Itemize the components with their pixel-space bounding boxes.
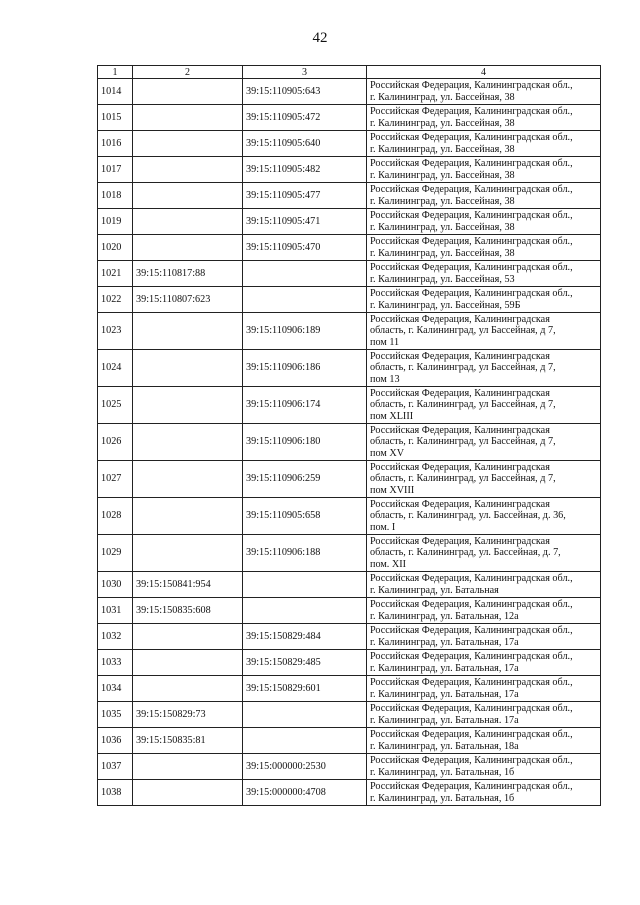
table-row [98, 79, 601, 105]
cadastral-number-land [133, 313, 243, 350]
cadastral-number-object: 39:15:110905:477 [243, 183, 367, 209]
address-line: г. Калининград, ул. Батальная, 1б [370, 792, 515, 804]
address-line: Российская Федерация, Калининградская обл., [370, 755, 573, 767]
address-line: область, г. Калининград, ул Бассейная, д 7, [370, 399, 556, 411]
address-line: пом XLIII [370, 410, 414, 422]
address-line: Российская Федерация, Калининградская обл., [370, 625, 573, 637]
address-line: пом. XII [370, 558, 407, 570]
row-number: 1032 [98, 624, 133, 650]
address-line: пом XV [370, 447, 405, 459]
address-line: Российская Федерация, Калининградская обл., [370, 184, 573, 196]
address-line: Российская Федерация, Калининградская [370, 424, 550, 436]
row-number: 1028 [98, 498, 133, 535]
table-row [98, 235, 601, 261]
address-cell [367, 598, 601, 624]
address-line: Российская Федерация, Калининградская обл., [370, 677, 573, 689]
address-cell [367, 498, 601, 535]
page-number: 42 [312, 30, 328, 46]
table-row [98, 676, 601, 702]
address-line: г. Калининград, ул. Бассейная, 38 [370, 143, 515, 155]
table-row [98, 624, 601, 650]
table-row [98, 780, 601, 806]
address-line: Российская Федерация, Калининградская обл., [370, 729, 573, 741]
cadastral-number-land: 39:15:150835:81 [133, 728, 243, 754]
address-line: Российская Федерация, Калининградская [370, 498, 550, 510]
row-number: 1020 [98, 235, 133, 261]
address-cell [367, 702, 601, 728]
cadastral-number-land [133, 676, 243, 702]
table-row [98, 313, 601, 350]
address-line: г. Калининград, ул. Бассейная, 59Б [370, 299, 521, 311]
cadastral-number-object: 39:15:110906:186 [243, 350, 367, 387]
address-cell [367, 728, 601, 754]
address-cell [367, 572, 601, 598]
row-number: 1025 [98, 387, 133, 424]
row-number: 1035 [98, 702, 133, 728]
row-number: 1016 [98, 131, 133, 157]
address-line: область, г. Калининград, ул Бассейная, д 7, [370, 436, 556, 448]
row-number: 1029 [98, 535, 133, 572]
row-number: 1030 [98, 572, 133, 598]
row-number: 1015 [98, 105, 133, 131]
cadastral-number-land [133, 535, 243, 572]
address-cell [367, 350, 601, 387]
address-line: область, г. Калининград, ул Бассейная, д 7, [370, 473, 556, 485]
address-line: г. Калининград, ул. Батальная, 12а [370, 610, 519, 622]
address-line: г. Калининград, ул. Бассейная, 38 [370, 195, 515, 207]
column-header-4: 4 [367, 66, 601, 79]
cadastral-number-land [133, 624, 243, 650]
table-row [98, 535, 601, 572]
cadastral-number-object [243, 572, 367, 598]
table-row [98, 350, 601, 387]
address-cell [367, 157, 601, 183]
cadastral-number-object [243, 728, 367, 754]
address-cell [367, 624, 601, 650]
cadastral-number-object: 39:15:000000:4708 [243, 780, 367, 806]
header-row [98, 66, 601, 79]
cadastral-number-land [133, 754, 243, 780]
table-row [98, 183, 601, 209]
cadastral-number-object: 39:15:110905:471 [243, 209, 367, 235]
cadastral-number-object: 39:15:150829:601 [243, 676, 367, 702]
registry-table [97, 65, 601, 806]
address-line: Российская Федерация, Калининградская [370, 535, 550, 547]
column-header-3: 3 [243, 66, 367, 79]
row-number: 1024 [98, 350, 133, 387]
column-header-2: 2 [133, 66, 243, 79]
cadastral-number-land [133, 105, 243, 131]
row-number: 1018 [98, 183, 133, 209]
cadastral-number-land [133, 387, 243, 424]
address-cell [367, 780, 601, 806]
row-number: 1038 [98, 780, 133, 806]
table-row [98, 209, 601, 235]
address-cell [367, 261, 601, 287]
address-line: Российская Федерация, Калининградская обл., [370, 158, 573, 170]
address-line: Российская Федерация, Калининградская [370, 387, 550, 399]
table-row [98, 131, 601, 157]
table-row [98, 754, 601, 780]
cadastral-number-object: 39:15:110906:188 [243, 535, 367, 572]
address-line: Российская Федерация, Калининградская обл., [370, 210, 573, 222]
address-line: г. Калининград, ул. Батальная [370, 584, 499, 596]
cadastral-number-land [133, 235, 243, 261]
row-number: 1036 [98, 728, 133, 754]
address-line: пом 13 [370, 373, 400, 385]
address-line: пом XVIII [370, 484, 415, 496]
address-line: Российская Федерация, Калининградская обл., [370, 262, 573, 274]
cadastral-number-object: 39:15:110905:470 [243, 235, 367, 261]
address-line: г. Калининград, ул. Батальная, 17а [370, 662, 519, 674]
cadastral-number-object [243, 261, 367, 287]
address-line: г. Калининград, ул. Батальная. 17а [370, 714, 519, 726]
address-line: Российская Федерация, Калининградская обл., [370, 106, 573, 118]
table-row [98, 498, 601, 535]
row-number: 1026 [98, 424, 133, 461]
address-cell [367, 131, 601, 157]
cadastral-number-object: 39:15:110905:472 [243, 105, 367, 131]
address-line: Российская Федерация, Калининградская обл., [370, 651, 573, 663]
address-line: Российская Федерация, Калининградская обл., [370, 573, 573, 585]
row-number: 1023 [98, 313, 133, 350]
address-cell [367, 287, 601, 313]
cadastral-number-object [243, 702, 367, 728]
cadastral-number-object: 39:15:150829:485 [243, 650, 367, 676]
address-cell [367, 461, 601, 498]
table-row [98, 287, 601, 313]
cadastral-number-land [133, 209, 243, 235]
address-line: г. Калининград, ул. Батальная, 17а [370, 636, 519, 648]
table-body [98, 79, 601, 806]
cadastral-number-object: 39:15:110906:189 [243, 313, 367, 350]
address-line: г. Калининград, ул. Бассейная, 38 [370, 91, 515, 103]
address-line: Российская Федерация, Калининградская обл., [370, 781, 573, 793]
address-line: г. Калининград, ул. Батальная, 18а [370, 740, 519, 752]
cadastral-number-land [133, 131, 243, 157]
cadastral-number-object: 39:15:150829:484 [243, 624, 367, 650]
row-number: 1027 [98, 461, 133, 498]
table-row [98, 461, 601, 498]
address-line: область, г. Калининград, ул Бассейная, д 7, [370, 362, 556, 374]
address-cell [367, 79, 601, 105]
cadastral-number-object: 39:15:110905:482 [243, 157, 367, 183]
cadastral-number-object: 39:15:110906:259 [243, 461, 367, 498]
table-row [98, 261, 601, 287]
address-line: Российская Федерация, Калининградская обл., [370, 703, 573, 715]
address-line: г. Калининград, ул. Бассейная, 38 [370, 117, 515, 129]
address-line: Российская Федерация, Калининградская обл., [370, 132, 573, 144]
address-line: г. Калининград, ул. Бассейная, 38 [370, 247, 515, 259]
row-number: 1037 [98, 754, 133, 780]
address-line: пом. I [370, 521, 396, 533]
row-number: 1019 [98, 209, 133, 235]
row-number: 1033 [98, 650, 133, 676]
address-line: г. Калининград, ул. Бассейная, 38 [370, 221, 515, 233]
cadastral-number-land [133, 424, 243, 461]
table-row [98, 572, 601, 598]
cadastral-number-land [133, 157, 243, 183]
row-number: 1034 [98, 676, 133, 702]
cadastral-number-land: 39:15:110817:88 [133, 261, 243, 287]
table-row [98, 105, 601, 131]
row-number: 1022 [98, 287, 133, 313]
cadastral-number-object: 39:15:000000:2530 [243, 754, 367, 780]
address-cell [367, 676, 601, 702]
cadastral-number-object: 39:15:110905:658 [243, 498, 367, 535]
row-number: 1017 [98, 157, 133, 183]
cadastral-number-land: 39:15:150841:954 [133, 572, 243, 598]
table-row [98, 702, 601, 728]
cadastral-number-object [243, 598, 367, 624]
row-number: 1031 [98, 598, 133, 624]
address-cell [367, 183, 601, 209]
row-number: 1014 [98, 79, 133, 105]
row-number: 1021 [98, 261, 133, 287]
cadastral-number-land: 39:15:110807:623 [133, 287, 243, 313]
address-cell [367, 650, 601, 676]
address-line: Российская Федерация, Калининградская [370, 350, 550, 362]
address-cell [367, 105, 601, 131]
address-line: г. Калининград, ул. Батальная, 17а [370, 688, 519, 700]
table-row [98, 424, 601, 461]
column-header-1: 1 [98, 66, 133, 79]
cadastral-number-object: 39:15:110906:174 [243, 387, 367, 424]
address-line: Российская Федерация, Калининградская обл., [370, 599, 573, 611]
table-row [98, 598, 601, 624]
address-line: Российская Федерация, Калининградская обл., [370, 288, 573, 300]
address-line: г. Калининград, ул. Бассейная, 38 [370, 169, 515, 181]
table-header [98, 66, 601, 79]
address-line: Российская Федерация, Калининградская обл., [370, 80, 573, 92]
cadastral-number-land [133, 498, 243, 535]
cadastral-number-object [243, 287, 367, 313]
cadastral-number-land [133, 183, 243, 209]
address-cell [367, 535, 601, 572]
cadastral-number-object: 39:15:110906:180 [243, 424, 367, 461]
cadastral-number-land: 39:15:150829:73 [133, 702, 243, 728]
address-line: область, г. Калининград, ул. Бассейная, д. 7, [370, 547, 561, 559]
address-line: пом 11 [370, 336, 400, 348]
cadastral-number-land [133, 650, 243, 676]
address-line: Российская Федерация, Калининградская обл., [370, 236, 573, 248]
cadastral-number-object: 39:15:110905:643 [243, 79, 367, 105]
table-row [98, 650, 601, 676]
address-cell [367, 387, 601, 424]
address-line: Российская Федерация, Калининградская [370, 461, 550, 473]
cadastral-number-land [133, 780, 243, 806]
cadastral-number-land [133, 79, 243, 105]
cadastral-number-land [133, 350, 243, 387]
table-row [98, 157, 601, 183]
cadastral-number-land: 39:15:150835:608 [133, 598, 243, 624]
address-cell [367, 313, 601, 350]
address-line: область, г. Калининград, ул. Бассейная, д. 36, [370, 510, 566, 522]
address-line: г. Калининград, ул. Батальная, 1б [370, 766, 515, 778]
table-row [98, 387, 601, 424]
address-cell [367, 209, 601, 235]
address-line: область, г. Калининград, ул Бассейная, д 7, [370, 325, 556, 337]
address-cell [367, 235, 601, 261]
address-cell [367, 754, 601, 780]
cadastral-number-object: 39:15:110905:640 [243, 131, 367, 157]
table-row [98, 728, 601, 754]
address-cell [367, 424, 601, 461]
cadastral-number-land [133, 461, 243, 498]
address-line: г. Калининград, ул. Бассейная, 53 [370, 273, 515, 285]
address-line: Российская Федерация, Калининградская [370, 313, 550, 325]
